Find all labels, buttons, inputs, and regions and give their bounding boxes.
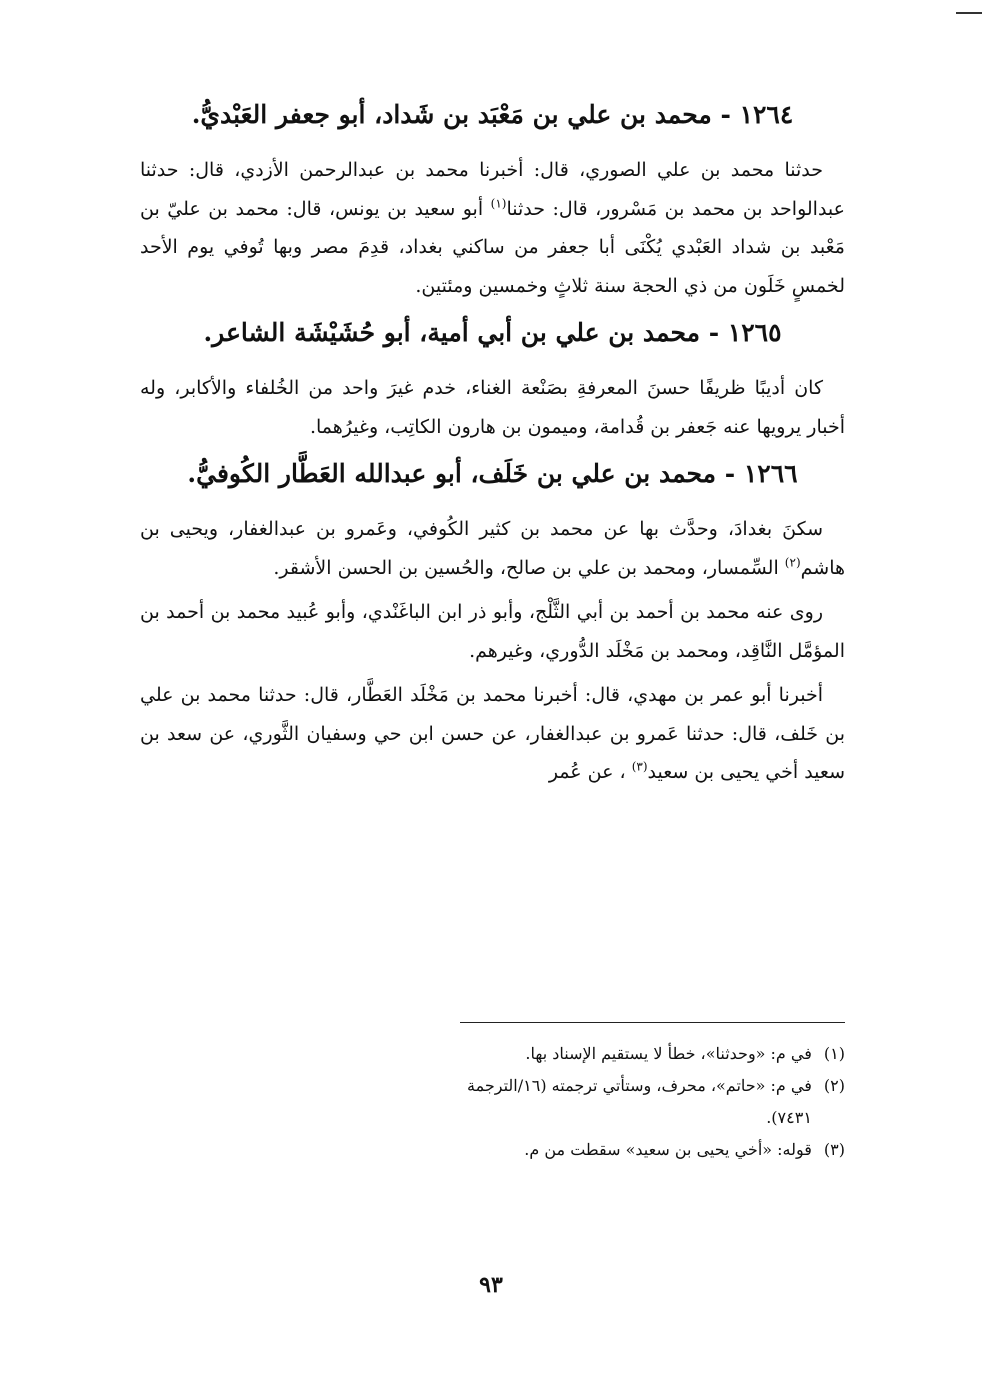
footnotes [420, 1038, 845, 1166]
footnote-3 [420, 1134, 845, 1166]
footnote-ref-3: (٣) [631, 759, 648, 774]
text-segment: حدثنا محمد بن علي الصوري، قال: أخبرنا محمد بن عبدالرحمن الأزدي، قال: حدثنا عبدالواحد بن محمد بن مَسْرور، قال: حدثنا [140, 159, 846, 220]
text-segment: ، عن عُمر [548, 761, 632, 783]
text-segment: روى عنه محمد بن أحمد بن أبي الثَّلْج، وأبو ذر ابن الباغَنْدي، وأبو عُبيد محمد بن أحمد بن المؤمَّل النَّاقِد، ومحمد بن مَخْلَد الدُّوري، وغيرهم. [140, 601, 845, 662]
text-segment: كان أديبًا ظريفًا حسنَ المعرفةِ بصَنْعة الغناء، خدم غيرَ واحد من الخُلفاء والأكابر، وله أخبار يرويها عنه جَعفر بن قُدامة، وميمون بن هارون الكاتِب، وغيرُهما. [140, 377, 845, 438]
footnote-number: (٢) [823, 1076, 845, 1095]
footnote-number: (١) [823, 1044, 845, 1063]
entry-1265-paragraph [140, 369, 845, 446]
page-number: ٩٣ [479, 1272, 503, 1298]
corner-scan-mark [956, 12, 982, 14]
main-text [140, 95, 845, 798]
footnote-text: في م: «وحدثنا»، خطأ لا يستقيم الإسناد بها. [525, 1044, 812, 1063]
footnote-divider [460, 1022, 845, 1023]
entry-heading-1265: ١٢٦٥ - محمد بن علي بن أبي أمية، أبو حُشَيْشَة الشاعر. [203, 318, 782, 347]
text-segment: السِّمسار، ومحمد بن علي بن صالح، والحُسين بن الحسن الأشقر. [273, 556, 785, 579]
entry-1266-paragraph-2 [140, 593, 845, 670]
entry-1266-paragraph-1 [140, 510, 845, 587]
entry-1264-paragraph [140, 151, 845, 305]
footnote-1 [420, 1038, 845, 1070]
entry-heading-1266: ١٢٦٦ - محمد بن علي بن خَلَف، أبو عبدالله العَطَّار الكُوفيُّ. [187, 459, 798, 488]
footnote-ref-2: (٢) [784, 555, 801, 570]
text-segment: أخبرنا أبو عمر بن مهدي، قال: أخبرنا محمد بن مَخْلَد العَطَّار، قال: حدثنا محمد بن علي بن خَلف، قال: حدثنا عَمرو بن عبدالغفار، عن حسن ابن حي وسفيان الثَّوري، عن سعد بن سعيد أخي يحيى بن سعيد [140, 684, 845, 783]
text-segment: أبو سعيد بن يونس، قال: محمد بن عليّ بن مَعْبد بن شداد العَبْدي يُكْنَى أبا جعفر من ساكني بغداد، قدِمَ مصر وبها تُوفي يوم الأحد لخمسٍ خَلَون من ذي الحجة سنة ثلاثٍ وخمسين ومئتين. [140, 197, 845, 297]
footnote-2 [420, 1070, 845, 1134]
footnote-ref-1: (١) [490, 196, 507, 211]
footnote-text: في م: «حاتم»، محرف، وستأتي ترجمته (١٦/الترجمة ٧٤٣١). [467, 1076, 812, 1127]
footnote-text: قوله: «أخي يحيى بن سعيد» سقطت من م. [524, 1140, 812, 1159]
entry-heading-1264: ١٢٦٤ - محمد بن علي بن مَعْبَد بن شَداد، أبو جعفر العَبْديُّ. [191, 100, 794, 129]
text-segment: سكنَ بغدادَ، وحدَّث بها عن محمد بن كثير الكُوفي، وعَمرو بن عبدالغفار، ويحيى بن هاشم [140, 518, 845, 579]
footnote-number: (٣) [823, 1140, 845, 1159]
entry-1266-paragraph-3 [140, 676, 845, 792]
